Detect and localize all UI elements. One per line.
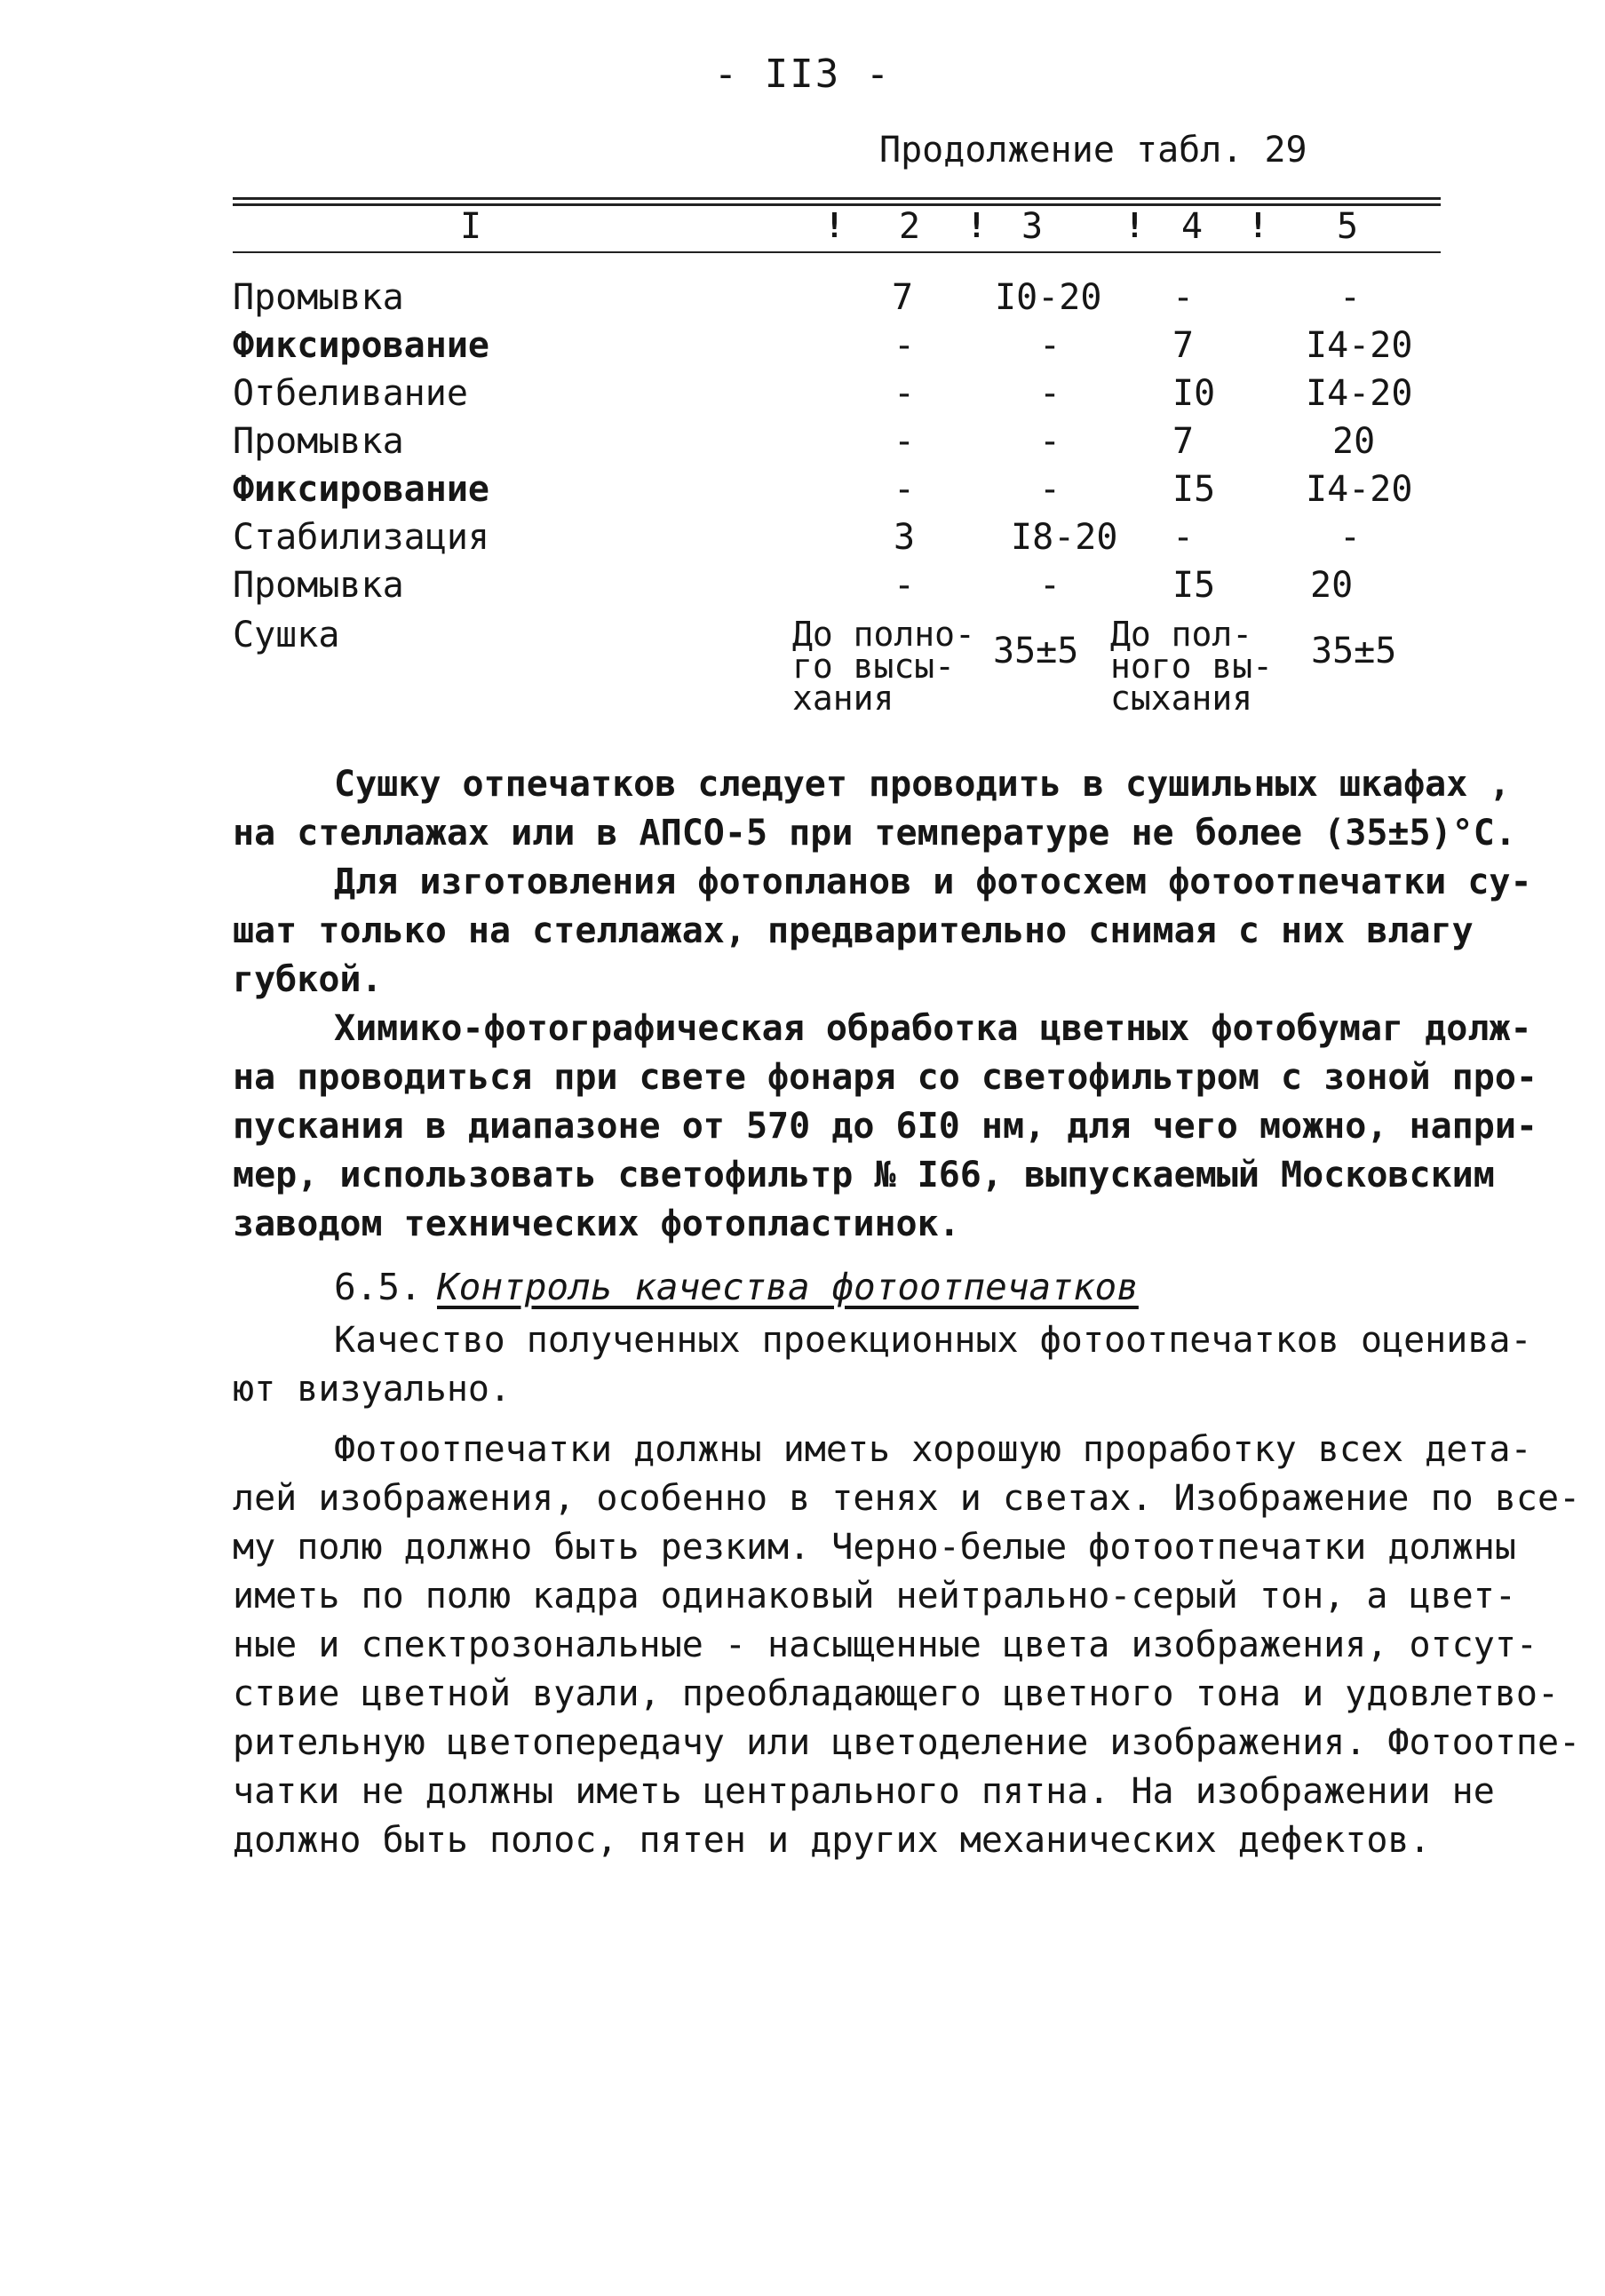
- table-header-separator: !: [824, 206, 845, 245]
- row-col-5: I4-20: [1306, 325, 1413, 366]
- text-line: должно быть полос, пятен и других механических дефектов.: [233, 1820, 1431, 1861]
- row-name: Промывка: [233, 421, 404, 462]
- text-line: мер, использовать светофильтр № I66, выпускаемый Московским: [233, 1155, 1495, 1196]
- table-header-separator: !: [1124, 206, 1145, 245]
- text-line: рительную цветопередачу или цветоделение изображения. Фотоотпе-: [233, 1722, 1581, 1763]
- section-title: Контроль качества фотоотпечатков: [437, 1266, 1139, 1308]
- text-line: губкой.: [233, 959, 383, 1000]
- table-caption: Продолжение табл. 29: [879, 130, 1307, 171]
- row-col-3: 35±5: [993, 631, 1079, 671]
- text-line: на стеллажах или в АПСО-5 при температуре не более (35±5)°С.: [233, 813, 1516, 854]
- table-header-separator: !: [966, 206, 987, 245]
- row-col-2: -: [894, 469, 916, 510]
- table-header-separator: !: [1248, 206, 1268, 245]
- row-col-4: 7: [1172, 421, 1195, 462]
- row-col-2: 3: [894, 517, 916, 558]
- row-name: Фиксирование: [233, 469, 489, 510]
- text-line: Для изготовления фотопланов и фотосхем фотоотпечатки су-: [334, 862, 1532, 902]
- text-line: му полю должно быть резким. Черно-белые фотоотпечатки должны: [233, 1527, 1516, 1568]
- text-line: заводом технических фотопластинок.: [233, 1204, 960, 1244]
- row-col-3: -: [1039, 469, 1061, 510]
- row-name: Стабилизация: [233, 517, 489, 558]
- row-col-3: -: [1039, 325, 1061, 366]
- text-line: на проводиться при свете фонаря со светофильтром с зоной про-: [233, 1057, 1538, 1098]
- row-col-2: 7: [892, 277, 914, 318]
- text-line: Качество полученных проекционных фотоотпечатков оценива-: [334, 1320, 1532, 1361]
- table-top-rule: [233, 197, 1441, 200]
- row-name: Промывка: [233, 277, 404, 318]
- text-line: чатки не должны иметь центрального пятна. На изображении не: [233, 1771, 1495, 1812]
- text-line: иметь по полю кадра одинаковый нейтрально-серый тон, а цвет-: [233, 1576, 1516, 1617]
- text-line: пускания в диапазоне от 570 до 6I0 нм, для чего можно, напри-: [233, 1106, 1538, 1147]
- row-col-4: -: [1172, 277, 1195, 318]
- row-col-5: I4-20: [1306, 373, 1413, 414]
- row-col-5: 20: [1310, 565, 1354, 606]
- row-col-4: I5: [1172, 565, 1216, 606]
- row-col-5: 20: [1332, 421, 1376, 462]
- text-line: Фотоотпечатки должны иметь хорошую проработку всех дета-: [334, 1429, 1532, 1470]
- table-header-col-3: 3: [1021, 206, 1044, 247]
- row-col-3: I0-20: [995, 277, 1102, 318]
- text-line: лей изображения, особенно в тенях и светах. Изображение по все-: [233, 1478, 1581, 1519]
- row-name: Фиксирование: [233, 325, 489, 366]
- row-name: Промывка: [233, 565, 404, 606]
- row-col-4: 7: [1172, 325, 1195, 366]
- table-header-col-2: 2: [899, 206, 921, 247]
- row-col-2: -: [894, 421, 916, 462]
- row-col-2: -: [894, 325, 916, 366]
- section-number: 6.5.: [334, 1266, 422, 1308]
- row-col-4: I5: [1172, 469, 1216, 510]
- text-line: ные и спектрозональные - насыщенные цвета изображения, отсут-: [233, 1625, 1538, 1665]
- table-header-col-4: 4: [1181, 206, 1204, 247]
- text-line: Сушку отпечатков следует проводить в сушильных шкафах ,: [334, 764, 1511, 805]
- row-col-3: -: [1039, 421, 1061, 462]
- row-col-5: 35±5: [1311, 631, 1397, 671]
- text-line: шат только на стеллажах, предварительно снимая с них влагу: [233, 910, 1474, 951]
- table-header-rule: [233, 251, 1441, 253]
- row-col-2: -: [894, 565, 916, 606]
- text-line: Химико-фотографическая обработка цветных фотобумаг долж-: [334, 1008, 1532, 1049]
- row-col-2: -: [894, 373, 916, 414]
- row-col-5: -: [1339, 277, 1362, 318]
- table-header-col-1: I: [460, 206, 482, 247]
- text-line: ют визуально.: [233, 1369, 512, 1410]
- row-col-4: I0: [1172, 373, 1216, 414]
- table-header-col-5: 5: [1337, 206, 1359, 247]
- page-number: - II3 -: [713, 52, 892, 97]
- text-line: ствие цветной вуали, преобладающего цветного тона и удовлетво-: [233, 1673, 1560, 1714]
- row-col-3: I8-20: [1011, 517, 1118, 558]
- row-col-4: До пол- ного вы- сыхания: [1110, 615, 1274, 718]
- row-col-5: I4-20: [1306, 469, 1413, 510]
- row-col-5: -: [1339, 517, 1362, 558]
- row-name: Отбеливание: [233, 373, 468, 414]
- row-col-2: До полно- го высы- хания: [792, 615, 975, 718]
- row-col-3: -: [1039, 373, 1061, 414]
- row-name: Сушка: [233, 615, 340, 655]
- row-col-4: -: [1172, 517, 1195, 558]
- row-col-3: -: [1039, 565, 1061, 606]
